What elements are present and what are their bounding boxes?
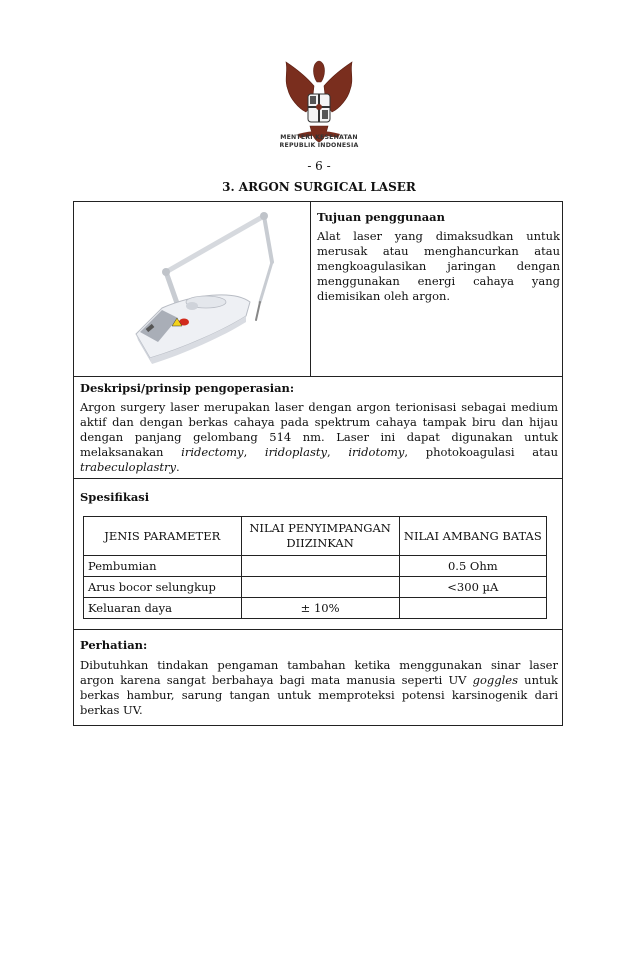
page-number: - 6 - bbox=[307, 159, 331, 173]
cell-deviation: ± 10% bbox=[241, 598, 399, 619]
description-end: . bbox=[176, 460, 180, 474]
table-row bbox=[84, 577, 547, 598]
cell-threshold: 0.5 Ohm bbox=[399, 556, 546, 577]
divider bbox=[74, 478, 562, 479]
spec-heading: Spesifikasi bbox=[80, 490, 150, 504]
description-text-b: , photokoagulasi atau bbox=[404, 445, 559, 459]
col-header-deviation: NILAI PENYIMPANGAN DIIZINKAN bbox=[241, 517, 399, 556]
description-heading: Deskripsi/prinsip pengoperasian: bbox=[80, 381, 295, 395]
term-iridoplasty: iridoplasty bbox=[264, 445, 327, 459]
separator-1: , bbox=[243, 445, 265, 459]
caution-text-a: Dibutuhkan tindakan pengaman tambahan ketika menggunakan sinar laser argon karena sangat berbahaya bagi mata manusia seperti UV bbox=[80, 658, 558, 687]
purpose-text: Alat laser yang dimaksudkan untuk merusak atau menghancurkan atau mengkoagulasikan jaringan dengan menggunakan energi cahaya yang diemisikan oleh argon. bbox=[317, 229, 560, 303]
cell-parameter: Arus bocor selungkup bbox=[84, 577, 242, 598]
caution-section bbox=[80, 638, 558, 718]
cell-parameter: Pembumian bbox=[84, 556, 242, 577]
caution-text-b: untuk berkas hambur, sarung tangan untuk memproteksi potensi karsinogenik dari berkas UV. bbox=[80, 673, 558, 717]
separator-2: , bbox=[326, 445, 349, 459]
table-row bbox=[84, 556, 547, 577]
description-section bbox=[80, 381, 558, 475]
term-trabeculoplastry: trabeculoplastry bbox=[80, 460, 177, 474]
purpose-heading: Tujuan penggunaan bbox=[317, 210, 445, 224]
ministry-line-2: REPUBLIK INDONESIA bbox=[279, 142, 359, 149]
section-title: 3. ARGON SURGICAL LASER bbox=[222, 180, 416, 194]
argon-laser-device-image bbox=[74, 202, 310, 376]
col-header-threshold: NILAI AMBANG BATAS bbox=[399, 517, 546, 556]
cell-threshold: <300 µA bbox=[399, 577, 546, 598]
cell-parameter: Keluaran daya bbox=[84, 598, 242, 619]
col-header-parameter: JENIS PARAMETER bbox=[84, 517, 242, 556]
caution-heading: Perhatian: bbox=[80, 638, 148, 652]
term-iridotomy: iridotomy bbox=[348, 445, 405, 459]
term-iridectomy: iridectomy bbox=[181, 445, 244, 459]
caution-text bbox=[80, 658, 558, 718]
description-text bbox=[80, 400, 558, 475]
cell-deviation bbox=[241, 556, 399, 577]
spec-header-row bbox=[84, 517, 547, 556]
spec-table bbox=[83, 516, 547, 619]
term-goggles: goggles bbox=[472, 673, 519, 687]
ministry-line-1: MENTERI KESEHATAN bbox=[280, 134, 358, 141]
description-text-a: Argon surgery laser merupakan laser dengan argon terionisasi sebagai medium aktif dan dengan berkas cahaya pada spektrum cahaya tampak biru dan hijau dengan panjang gelombang 514 nm. Laser ini dapat digunakan untuk melaksanakan bbox=[80, 400, 558, 459]
table-row bbox=[84, 598, 547, 619]
cell-deviation bbox=[241, 577, 399, 598]
ministry-label bbox=[262, 134, 376, 150]
purpose-section bbox=[317, 210, 560, 304]
top-row bbox=[74, 202, 562, 377]
device-card bbox=[73, 201, 563, 726]
cell-threshold bbox=[399, 598, 546, 619]
divider bbox=[74, 629, 562, 630]
device-image-cell bbox=[74, 202, 311, 376]
